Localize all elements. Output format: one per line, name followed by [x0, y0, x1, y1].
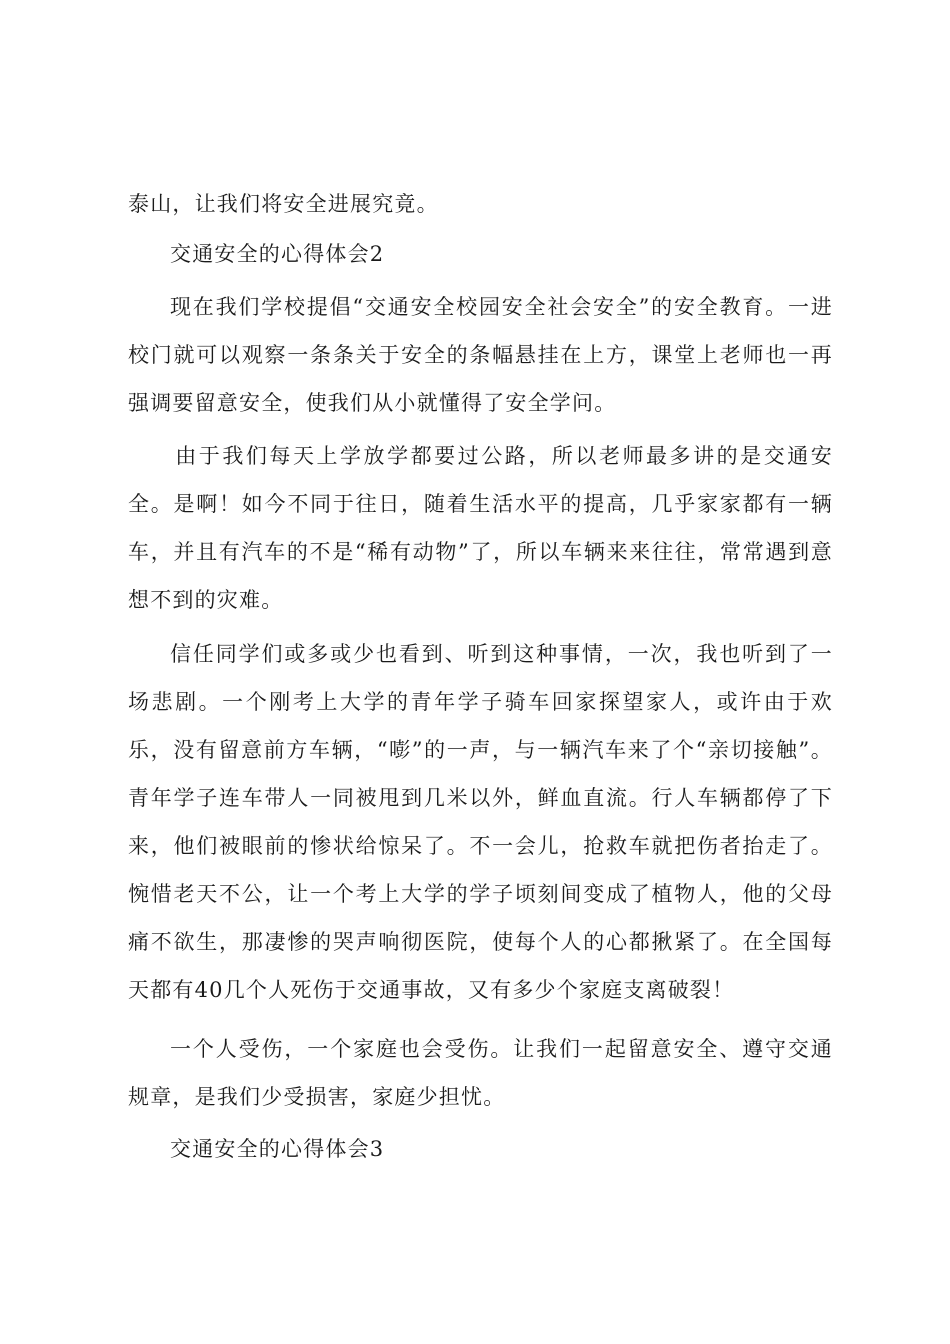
section-heading-2: 交通安全的心得体会2 [170, 242, 385, 266]
paragraph-school-safety: 现在我们学校提倡“交通安全校园安全社会安全”的安全教育。一进校门就可以观察一条条关于安全的条幅悬挂在上方，课堂上老师也一再强调要留意安全，使我们从小就懂得了安全学问。 [128, 295, 833, 415]
paragraph-tragedy-story: 信任同学们或多或少也看到、听到这种事情，一次，我也听到了一场悲剧。一个刚考上大学的青年学子骑车回家探望家人，或许由于欢乐，没有留意前方车辆，“嘭”的一声，与一辆汽车来了个“亲切接触”。青年学子连车带人一同被甩到几米以外，鲜血直流。行人车辆都停了下来，他们被眼前的惨状给惊呆了。不一会儿，抢救车就把伤者抬走了。惋惜老天不公，让一个考上大学的学子顷刻间变成了植物人，他的父母痛不欲生，那凄惨的哭声响彻医院，使每个人的心都揪紧了。在全国每天都有40几个人死伤于交通事故，又有多少个家庭支离破裂！ [128, 642, 833, 1002]
paragraph-continuation: 泰山，让我们将安全进展究竟。 [128, 192, 439, 216]
section-heading-3: 交通安全的心得体会3 [170, 1137, 385, 1161]
paragraph-road-traffic: 由于我们每天上学放学都要过公路，所以老师最多讲的是交通安全。是啊！如今不同于往日，随着生活水平的提高，几乎家家都有一辆车，并且有汽车的不是“稀有动物”了，所以车辆来来往往，常常遇到意想不到的灾难。 [128, 444, 833, 612]
paragraph-conclusion: 一个人受伤，一个家庭也会受伤。让我们一起留意安全、遵守交通规章，是我们少受损害，家庭少担忧。 [128, 1037, 833, 1109]
